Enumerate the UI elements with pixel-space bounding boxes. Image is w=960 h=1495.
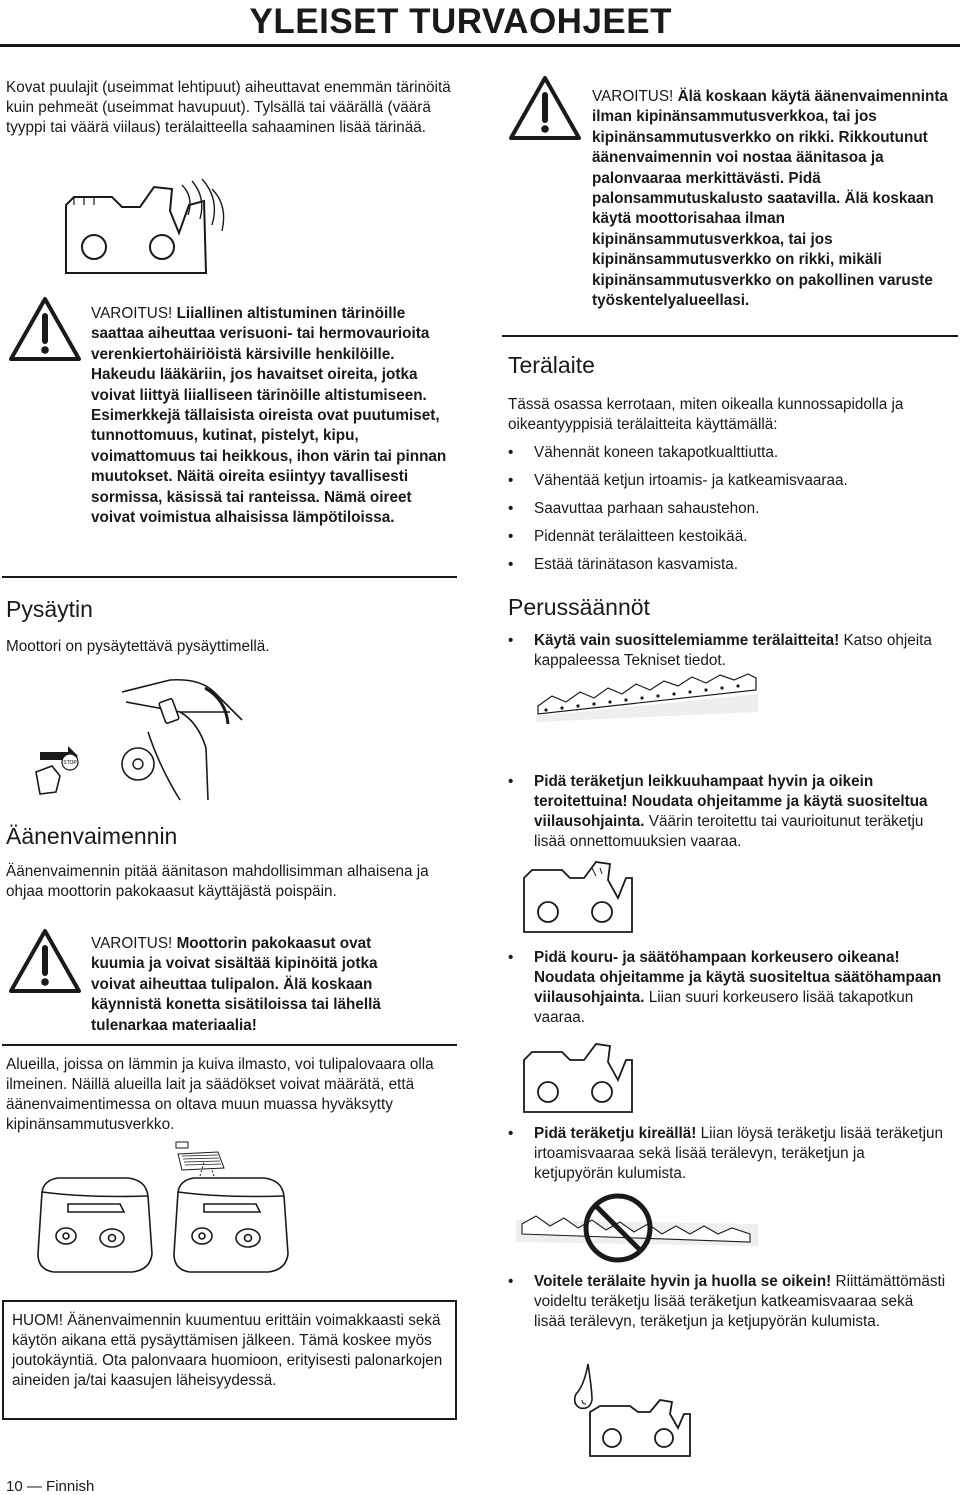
muffler-heading: Äänenvaimennin (6, 823, 178, 849)
warning-triangle-icon (8, 928, 82, 994)
list-item: • Pidä teräketjun leikkuuhampaat hyvin ja oikein teroitettuina! Noudata ohjeitamme ja käytä suositeltua viilausohjainta. Väärin teroitettu tai vaurioitunut teräketju lisää onnettomuuksien vaaraa. (508, 773, 928, 850)
list-item: • Voitele terälaite hyvin ja huolla se oikein! Riittämättömästi voideltu teräketju lisää teräketjun katkeamisvaaraa sekä lisää terälevyn, teräketjun ja ketjupyörän kulumista. (508, 1273, 946, 1330)
warning-label: VAROITUS! (91, 305, 173, 322)
page-footer (6, 1478, 94, 1495)
warning-text: Moottorin pakokaasut ovat kuumia ja voivat sisältää kipinöitä jotka voivat aiheuttaa tulipalon. Älä koskaan käynnistä konetta sisätiloissa tai lähellä tulenarkaa materiaalia! (91, 935, 381, 1034)
stop-text: Moottori on pysäytettävä pysäyttimellä. (6, 638, 270, 655)
list-item: • Estää tärinätason kasvamista. (508, 556, 739, 573)
spark-arrestor-text: Alueilla, joissa on lämmin ja kuiva ilmasto, voi tulipalovaara olla ilmeinen. Näillä alueilla lait ja säädökset voivat määrätä, että äänenvaimentimessa on oltava muun muassa hyväksytty kipinänsammutusverkko. (6, 1056, 434, 1133)
warning-triangle-icon (508, 75, 582, 141)
warning-text: Liiallinen altistuminen tärinöille saattaa aiheuttaa verisuoni- tai hermovaurioita verenkiertohäiriöistä kärsiville henkilöille. Hakeudu lääkäriin, jos havaitset oireita, jotka voivat liittyä liialliseen tärinöille altistumiseen. Esimerkkejä tällaisista oireista ovat puutumiset, tunnottomuus, kutinat, pistelyt, kipu, voimattomuus tai heikkous, ihon värin tai pinnan muutokset. Näitä oireita esiintyy tavallisesti sormissa, käsissä tai ranteissa. Nämä oireet voivat voimistua alhaisissa lämpötiloissa. (91, 305, 447, 527)
chain-tooth-vibration-illustration (54, 175, 234, 280)
muffler-text: Äänenvaimennin pitää äänitason mahdollisimman alhaisena ja ohjaa moottorin pakokaasut käyttäjästä poispäin. (6, 863, 429, 900)
warning-label: VAROITUS! (592, 88, 674, 105)
list-item: • Käytä vain suosittelemiamme terälaitteita! Katso ohjeita kappaleessa Tekniset tiedot. (508, 632, 932, 669)
page-title: YLEISET TURVAOHJEET (249, 2, 672, 41)
loose-chain-prohibited-illustration (512, 1190, 762, 1270)
warning-rule (2, 1044, 457, 1046)
warning-label: VAROITUS! (91, 935, 173, 952)
exhaust-warning (91, 934, 421, 1036)
basic-rules-heading: Perussäännöt (508, 594, 650, 620)
list-item: • Vähennät koneen takapotkualttiutta. (508, 444, 779, 461)
list-item: • Pidä teräketju kireällä! Liian löysä teräketju lisää teräketjun irtoamisvaaraa sekä lisää terälevyn, teräketjun ja ketjupyörän kulumista. (508, 1125, 943, 1182)
header-rule (0, 44, 960, 47)
warning-rule (2, 576, 457, 578)
page-number: 10 (6, 1478, 23, 1495)
footer-language: Finnish (46, 1478, 95, 1495)
stop-switch-illustration (30, 672, 258, 802)
oil-drop-lubrication-illustration (550, 1350, 700, 1458)
depth-gauge-illustration (518, 1040, 638, 1116)
cutting-text: Tässä osassa kerrotaan, miten oikealla kunnossapidolla ja oikeantyyppisiä terälaitteita käyttämällä: (508, 396, 904, 433)
list-item: • Pidä kouru- ja säätöhampaan korkeusero oikeana! Noudata ohjeitamme ja käytä suositeltua säätöhampaan viilausohjainta. Liian suuri korkeusero lisää takapotkun vaaraa. (508, 949, 942, 1026)
muffler-illustration (28, 1140, 328, 1280)
cutting-heading: Terälaite (508, 352, 595, 378)
footer-dash: — (26, 1478, 42, 1495)
list-item: • Saavuttaa parhaan sahaustehon. (508, 500, 760, 517)
list-item: • Vähentää ketjun irtoamis- ja katkeamisvaaraa. (508, 472, 848, 489)
vibration-warning (91, 304, 453, 528)
stop-heading: Pysäytin (6, 596, 93, 622)
note-text: HUOM! Äänenvaimennin kuumentuu erittäin voimakkaasti sekä käytön aikana että pysäyttämisen jälkeen. Tämä koskee myös joutokäyntiä. Ota palonvaara huomioon, erityisesti palonarkojen aineiden ja/tai kaasujen läheisyydessä. (12, 1312, 443, 1389)
saw-chain-illustration (532, 672, 762, 722)
intro-paragraph: Kovat puulajit (useimmat lehtipuut) aiheuttavat enemmän tärinöitä kuin pehmeät (useimmat havupuut). Tylsällä tai väärällä (väärä tyyppi tai väärä viilaus) terälaitteella sahaaminen lisää tärinää. (6, 79, 451, 136)
warning-text: Älä koskaan käytä äänenvaimenninta ilman kipinänsammutusverkkoa, tai jos kipinänsammutusverkko on rikki. Rikkoutunut äänenvaimennin voi nostaa äänitasoa ja palonvaaraa merkittävästi. Pidä palonsammutuskalusto saatavilla. Älä koskaan käytä moottorisahaa ilman kipinänsammutusverkkoa, tai jos kipinänsammutusverkko on rikki, mikäli kipinänsammutusverkko on pakollinen varuste työskentelyalueellasi. (592, 88, 948, 310)
list-item: • Pidennät terälaitteen kestoikää. (508, 528, 748, 545)
warning-rule (502, 335, 958, 337)
stop-sign-label: STOP (63, 760, 77, 766)
spark-arrestor-warning (592, 87, 954, 311)
note-box (2, 1300, 457, 1420)
warning-triangle-icon (8, 296, 82, 362)
chain-tooth-illustration (518, 856, 638, 938)
